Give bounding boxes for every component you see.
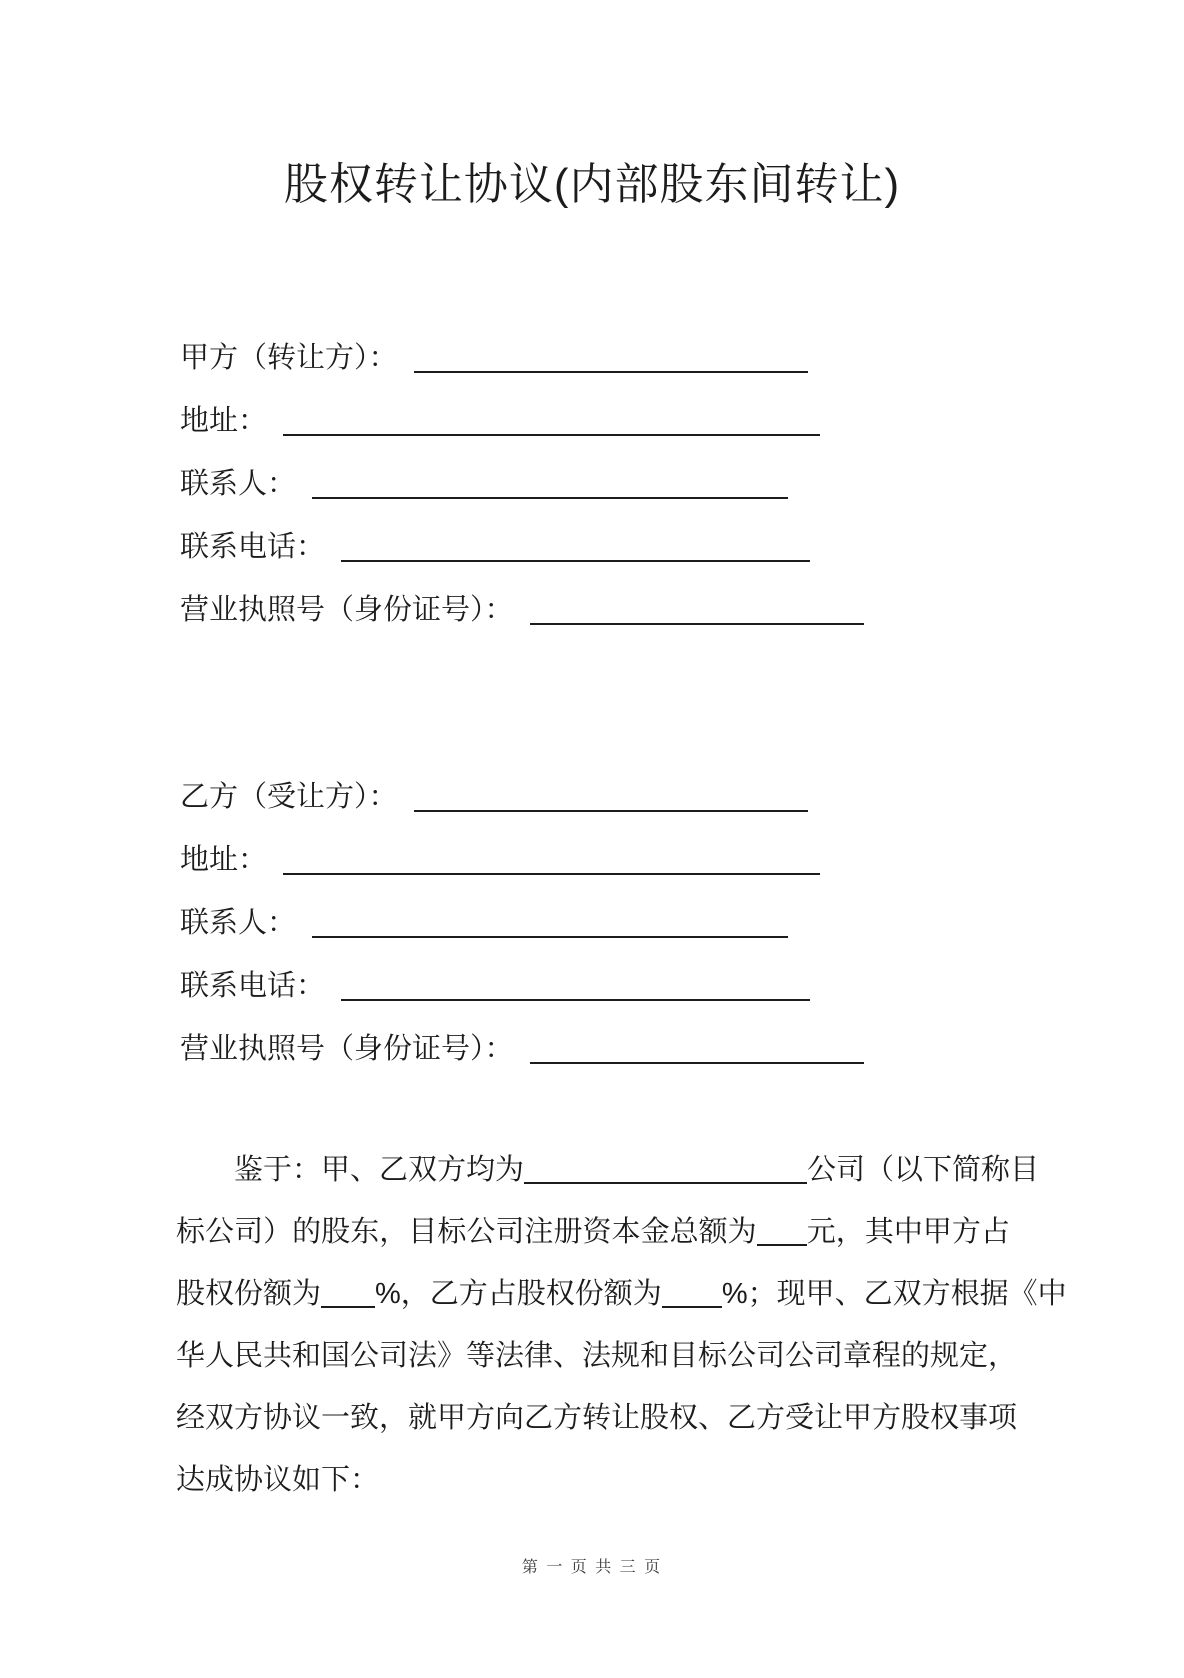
blank-line [341, 971, 810, 1001]
blank-line [321, 1278, 375, 1308]
paragraph-text: 公司（以下简称目 [807, 1154, 1040, 1186]
blank-line [757, 1216, 807, 1246]
field-row-phone [180, 529, 864, 566]
paragraph-line [176, 1152, 1040, 1189]
field-row-license [180, 592, 864, 629]
paragraph-text: 元，其中甲方占 [806, 1216, 1010, 1248]
blank-line [530, 595, 864, 625]
paragraph-text: %，乙方占股权份额为 [375, 1278, 662, 1310]
blank-line [414, 782, 808, 812]
field-row-party-b [180, 779, 864, 816]
paragraph-text: 鉴于：甲、乙双方均为 [234, 1154, 525, 1186]
field-row-address [180, 842, 864, 879]
field-row-phone [180, 968, 864, 1005]
field-row-party-a [180, 340, 864, 377]
field-label: 营业执照号（身份证号）： [180, 594, 514, 626]
blank-line [530, 1034, 864, 1064]
paragraph-line [176, 1214, 1010, 1251]
field-row-contact [180, 905, 864, 942]
blank-line [312, 469, 788, 499]
field-label: 甲方（转让方）： [180, 342, 398, 374]
paragraph-line [176, 1462, 1010, 1499]
party-a-section [180, 340, 864, 655]
field-label: 联系人： [180, 468, 297, 500]
field-row-address [180, 403, 864, 440]
field-label: 乙方（受让方）： [180, 781, 398, 813]
paragraph-line [176, 1400, 1018, 1437]
paragraph-text: 标公司）的股东，目标公司注册资本金总额为 [176, 1216, 757, 1248]
field-label: 营业执照号（身份证号）： [180, 1033, 514, 1065]
document-title: 股权转让协议(内部股东间转让) [283, 160, 901, 209]
field-label: 地址： [180, 405, 268, 437]
recitals-paragraph [176, 1152, 1067, 1524]
blank-line [312, 908, 788, 938]
blank-line [283, 406, 820, 436]
paragraph-text: 华人民共和国公司法》等法律、法规和目标公司公司章程的规定， [176, 1340, 1018, 1372]
blank-line [341, 532, 810, 562]
paragraph-text: 达成协议如下： [176, 1464, 380, 1496]
page-footer: 第 一 页 共 三 页 [521, 1559, 663, 1576]
field-label: 地址： [180, 844, 268, 876]
blank-line [414, 343, 808, 373]
paragraph-line [176, 1338, 1018, 1375]
field-row-license [180, 1031, 864, 1068]
paragraph-text: 经双方协议一致，就甲方向乙方转让股权、乙方受让甲方股权事项 [176, 1402, 1018, 1434]
paragraph-text: 股权份额为 [176, 1278, 322, 1310]
party-b-section [180, 779, 864, 1094]
field-row-contact [180, 466, 864, 503]
field-label: 联系人： [180, 907, 297, 939]
paragraph-text: %；现甲、乙双方根据《中 [721, 1278, 1067, 1310]
field-label: 联系电话： [180, 970, 326, 1002]
field-label: 联系电话： [180, 531, 326, 563]
blank-line [524, 1154, 807, 1184]
blank-line [283, 845, 820, 875]
paragraph-line [176, 1276, 1067, 1313]
blank-line [662, 1278, 722, 1308]
